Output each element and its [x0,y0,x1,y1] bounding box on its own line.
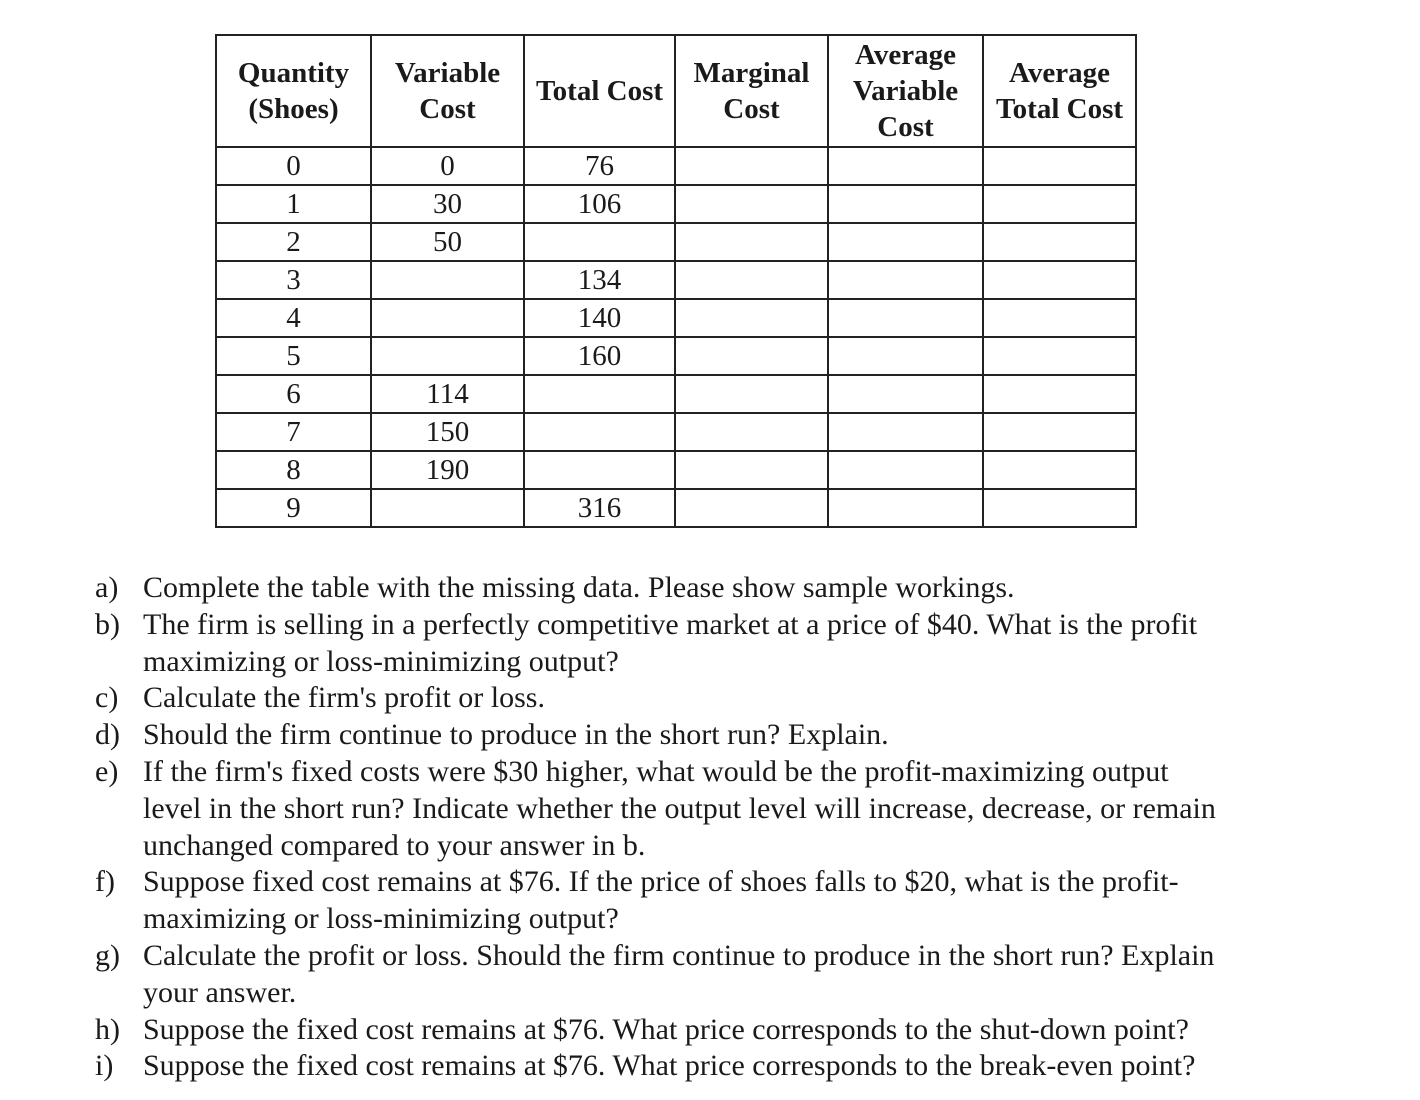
table-cell: 76 [524,147,675,185]
table-cell [828,185,983,223]
table-cell [524,413,675,451]
table-cell [983,299,1136,337]
table-cell: 7 [216,413,371,451]
column-header-line: Variable [394,57,501,89]
question-item [95,754,1216,864]
question-label: h) [95,1012,120,1046]
table-cell [371,489,524,527]
column-header [524,35,675,147]
question-label: c) [95,681,119,715]
question-text: If the firm's fixed costs were $30 higher, what would be the profit-maximizing output [143,754,1169,788]
table-row [216,223,1136,261]
question-label: a) [95,571,119,604]
table-cell [371,299,524,337]
table-cell: 114 [371,375,524,413]
table-cell [675,375,828,413]
table-row [216,185,1136,223]
table-cell [983,413,1136,451]
column-header-line: Variable [852,75,959,107]
column-header-line: Cost [723,93,780,125]
table-cell [675,185,828,223]
table-cell [828,223,983,261]
table-row [216,451,1136,489]
question-item [95,717,1216,754]
table-cell [983,223,1136,261]
table-cell: 0 [371,147,524,185]
question-item [95,1012,1216,1049]
table-cell: 30 [371,185,524,223]
header-row [216,35,1136,147]
column-header [983,35,1136,147]
table-cell [675,337,828,375]
table-cell [371,261,524,299]
table-cell: 0 [216,147,371,185]
table-cell [983,185,1136,223]
table-row [216,299,1136,337]
table-cell: 106 [524,185,675,223]
table-cell: 50 [371,223,524,261]
question-list [95,570,1216,1085]
table-row [216,261,1136,299]
cost-table [215,34,1137,528]
column-header-line: Cost [419,93,476,125]
table-cell [828,451,983,489]
table-row [216,375,1136,413]
table-cell: 134 [524,261,675,299]
table-cell [675,261,828,299]
table-row [216,489,1136,527]
table-cell [983,375,1136,413]
table-row [216,147,1136,185]
table-cell [675,299,828,337]
question-item [95,938,1216,1012]
table-cell [828,337,983,375]
table-cell: 6 [216,375,371,413]
column-header-line: Total Cost [995,93,1124,125]
table-cell [983,147,1136,185]
table-cell [371,337,524,375]
column-header [371,35,524,147]
table-cell [524,375,675,413]
table-cell: 1 [216,185,371,223]
question-label: g) [95,938,120,972]
question-label: d) [95,718,120,752]
question-label: f) [95,865,115,899]
question-label: b) [95,607,120,641]
table-cell [675,413,828,451]
table-cell: 8 [216,451,371,489]
table-cell [675,451,828,489]
question-text: Suppose the fixed cost remains at $76. What price corresponds to the break-even point? [143,1049,1196,1083]
table-cell [524,223,675,261]
table-cell [828,147,983,185]
question-text: maximizing or loss-minimizing output? [143,644,619,678]
column-header-line: Marginal [693,57,810,89]
column-header-line: (Shoes) [248,93,339,125]
question-item [95,864,1216,938]
question-item [95,607,1216,681]
column-header-line: Average [855,39,956,71]
table-cell [675,147,828,185]
column-header-line: Cost [877,111,934,143]
question-text: level in the short run? Indicate whether the output level will increase, decrease, or remain [143,791,1216,825]
table-cell [983,337,1136,375]
table-cell: 3 [216,261,371,299]
question-item [95,1048,1216,1085]
table-cell [828,375,983,413]
table-cell: 2 [216,223,371,261]
table-cell [828,261,983,299]
column-header-line: Total Cost [535,75,664,107]
table-cell: 150 [371,413,524,451]
question-text: unchanged compared to your answer in b. [143,828,646,862]
column-header [828,35,983,147]
question-text: Calculate the profit or loss. Should the firm continue to produce in the short run? Explain [143,938,1215,972]
question-text: The firm is selling in a perfectly competitive market at a price of $40. What is the profit [143,607,1198,641]
question-text: Suppose the fixed cost remains at $76. What price corresponds to the shut-down point? [143,1012,1189,1046]
column-header-line: Quantity [237,57,350,89]
table-cell: 140 [524,299,675,337]
table-cell [828,299,983,337]
table-cell [983,451,1136,489]
question-text: Suppose fixed cost remains at $76. If the price of shoes falls to $20, what is the profit- [143,865,1179,899]
question-text: maximizing or loss-minimizing output? [143,902,619,936]
question-text: Should the firm continue to produce in the short run? Explain. [143,718,889,752]
table-cell: 4 [216,299,371,337]
column-header [675,35,828,147]
table-cell: 190 [371,451,524,489]
table-cell [828,489,983,527]
question-text: Calculate the firm's profit or loss. [143,681,545,715]
table-cell [983,489,1136,527]
column-header [216,35,371,147]
table-cell: 316 [524,489,675,527]
table-cell: 9 [216,489,371,527]
table-cell [524,451,675,489]
table-cell [675,489,828,527]
question-item [95,680,1216,717]
table-cell: 160 [524,337,675,375]
question-item [95,570,1216,607]
table-cell [675,223,828,261]
question-label: e) [95,754,119,788]
column-header-line: Average [1009,57,1110,89]
table-cell [983,261,1136,299]
question-text: Complete the table with the missing data. Please show sample workings. [143,571,1015,604]
question-label: i) [95,1049,114,1083]
question-text: your answer. [143,975,297,1009]
table-row [216,413,1136,451]
table-cell: 5 [216,337,371,375]
table-cell [828,413,983,451]
table-row [216,337,1136,375]
